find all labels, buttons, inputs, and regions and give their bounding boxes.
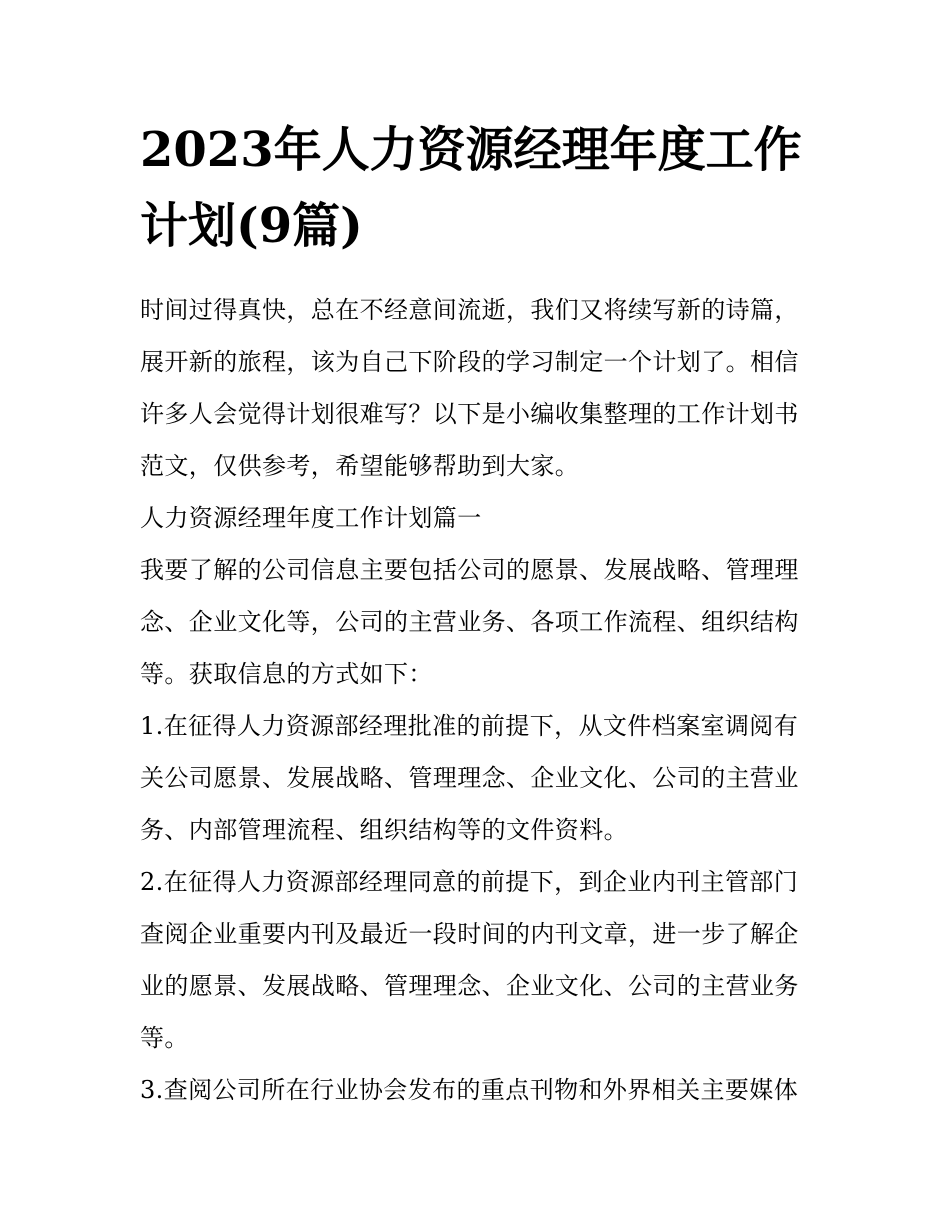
intro-paragraph: 时间过得真快，总在不经意间流逝，我们又将续写新的诗篇，展开新的旅程，该为自己下阶段的学习制定一个计划了。相信许多人会觉得计划很难写？以下是小编收集整理的工作计划书范文，仅供参考，希望能够帮助到大家。 — [140, 296, 799, 480]
document-title: 2023年人力资源经理年度工作计划(9篇) — [140, 122, 802, 254]
section-heading: 人力资源经理年度工作计划篇一 — [140, 504, 482, 532]
list-item: 2.在征得人力资源部经理同意的前提下，到企业内刊主管部门查阅企业重要内刊及最近一段时间的内刊文章，进一步了解企业的愿景、发展战略、管理理念、企业文化、公司的主营业务等。 — [140, 868, 799, 1052]
body-paragraph: 我要了解的公司信息主要包括公司的愿景、发展战略、管理理念、企业文化等，公司的主营业务、各项工作流程、组织结构等。获取信息的方式如下： — [140, 556, 799, 688]
list-item: 1.在征得人力资源部经理批准的前提下，从文件档案室调阅有关公司愿景、发展战略、管理理念、企业文化、公司的主营业务、内部管理流程、组织结构等的文件资料。 — [140, 712, 799, 844]
list-item: 3.查阅公司所在行业协会发布的重点刊物和外界相关主要媒体 — [140, 1076, 799, 1104]
document-body — [140, 112, 815, 1116]
